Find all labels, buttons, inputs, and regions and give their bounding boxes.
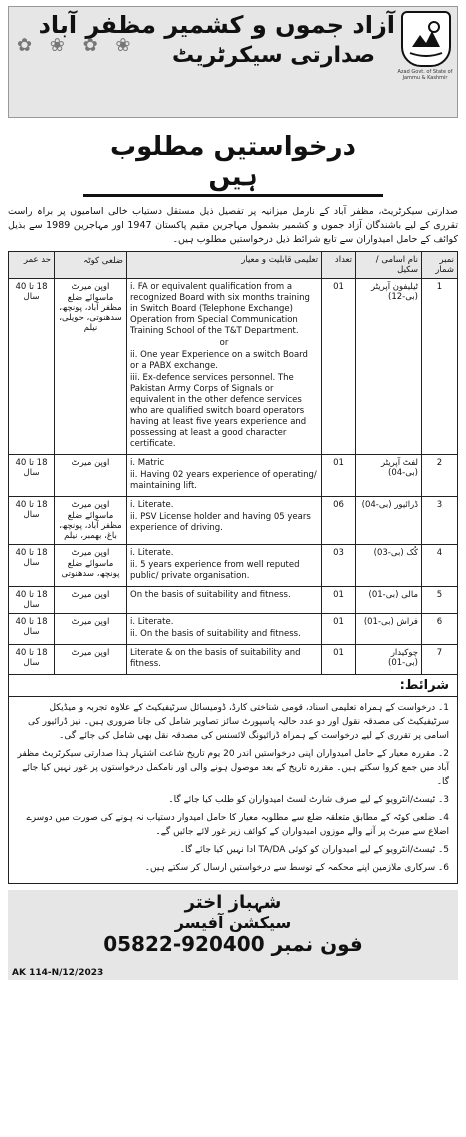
cell-count: 01 xyxy=(322,587,356,614)
cell-age: 18 تا 40 سال xyxy=(9,587,55,614)
header-title-line2: صدارتی سیکرٹریٹ xyxy=(172,43,375,68)
header-banner xyxy=(8,6,458,118)
qualification-item: ii. 5 years experience from well reputed public/ private organisation. xyxy=(130,560,300,581)
cell-age: 18 تا 40 سال xyxy=(9,455,55,497)
cell-age: 18 تا 40 سال xyxy=(9,545,55,587)
cell-qualification xyxy=(127,587,322,614)
leaf-decoration: ✿ ❀ ✿ ❀ xyxy=(17,35,137,56)
cell-qualification xyxy=(127,497,322,545)
state-emblem-icon xyxy=(401,11,451,67)
qualification-item: Literate & on the basis of suitability and fitness. xyxy=(130,648,301,669)
cell-post: کُک (بی-03) xyxy=(356,545,422,587)
header-age: حد عمر xyxy=(9,252,55,279)
cell-serial: 1 xyxy=(422,279,458,455)
cell-qualification xyxy=(127,614,322,645)
cell-quota: اوپن میرٹ xyxy=(55,645,127,675)
cell-quota: اوپن میرٹ ماسوائے ضلع پونچھ، سدھنوتی xyxy=(55,545,127,587)
qualification-item: i. Literate. xyxy=(130,548,174,558)
cell-serial: 7 xyxy=(422,645,458,675)
qualification-item: ii. One year Experience on a switch Board or a PABX exchange. xyxy=(130,350,308,371)
cell-quota: اوپن میرٹ xyxy=(55,614,127,645)
cell-qualification xyxy=(127,545,322,587)
emblem-caption: Azad Govt. of State of Jammu & Kashmir xyxy=(397,69,453,81)
condition-item: 5۔ ٹیسٹ/انٹرویو کے لیے امیدواران کو کوئی TA/DA ادا نہیں کیا جائے گا۔ xyxy=(179,845,449,855)
condition-item: 3۔ ٹیسٹ/انٹرویو کے لیے صرف شارٹ لسٹ امیدواران کو طلب کیا جائے گا۔ xyxy=(168,795,449,805)
condition-item: 1۔ درخواست کے ہمراہ تعلیمی اسناد، قومی شناختی کارڈ، ڈومیسائل سرٹیفیکیٹ کے علاوہ تجربہ و میڈیکل سرٹیفیکیٹ کی مصدقہ نقول اور دو عدد حالیہ پاسپورٹ سائز تصاویر شامل کی جانا ضروری ہیں۔ نیز ڈرائیور کی اسامی پر تقرری کے لیے درخواست کے ہمراہ ڈرائیونگ لائسنس کی مصدقہ نقل بھی شامل کی جائے گی۔ xyxy=(27,703,449,741)
cell-age: 18 تا 40 سال xyxy=(9,645,55,675)
cell-post: مالی (بی-01) xyxy=(356,587,422,614)
cell-age: 18 تا 40 سال xyxy=(9,614,55,645)
header-post: نام اسامی / سکیل xyxy=(356,252,422,279)
qualification-item: ii. Having 02 years experience of operating/ maintaining lift. xyxy=(130,470,317,491)
qualification-item: or xyxy=(219,338,229,348)
table-row xyxy=(9,545,458,587)
officer-designation: سیکشن آفیسر xyxy=(174,913,292,932)
header-count: تعداد xyxy=(322,252,356,279)
cell-post: فراش (بی-01) xyxy=(356,614,422,645)
reference-number: AK 114-N/12/2023 xyxy=(12,968,104,978)
qualification-item: iii. Ex-defence services personnel. The Pakistan Army Corps of Signals or equivalent in the other defence services who are qualified switch board operators having at least five years experience and possessing at least a good character certificate. xyxy=(130,373,307,449)
header-title-line1: آزاد جموں و کشمیر مظفر آباد xyxy=(38,11,395,39)
vacancies-table xyxy=(8,251,458,675)
phone-number: فون نمبر 920400-05822 xyxy=(103,932,363,956)
page-headline: درخواستیں مطلوب ہیں xyxy=(83,132,383,197)
cell-serial: 4 xyxy=(422,545,458,587)
cell-post: لفٹ آپریٹر (بی-04) xyxy=(356,455,422,497)
cell-post: چوکیدار (بی-01) xyxy=(356,645,422,675)
cell-quota: اوپن میرٹ xyxy=(55,455,127,497)
cell-qualification xyxy=(127,645,322,675)
signature-footer xyxy=(8,890,458,980)
table-row xyxy=(9,645,458,675)
table-header-row xyxy=(9,252,458,279)
header-serial: نمبر شمار xyxy=(422,252,458,279)
table-row xyxy=(9,614,458,645)
header-qualification: تعلیمی قابلیت و معیار xyxy=(127,252,322,279)
cell-serial: 3 xyxy=(422,497,458,545)
cell-post: ڈرائیور (بی-04) xyxy=(356,497,422,545)
table-row xyxy=(9,497,458,545)
qualification-item: i. FA or equivalent qualification from a recognized Board with six months training in Switch Board (Telephone Exchange) Operation from Special Communication Training School of the T&T Department. xyxy=(130,282,310,336)
condition-item: 2۔ مقررہ معیار کے حامل امیدواران اپنی درخواستیں اندر 20 یوم تاریخ شاعت اشتہار ہذا صدارتی سیکرٹریٹ مظفر آباد میں جمع کروا سکتے ہیں۔ مقررہ تاریخ کے بعد موصول ہونے والی اور نامکمل درخواستوں پر غور نہیں کیا جائے گا۔ xyxy=(17,749,449,787)
cell-count: 01 xyxy=(322,279,356,455)
conditions-title: شرائط: xyxy=(8,675,458,697)
cell-serial: 6 xyxy=(422,614,458,645)
qualification-item: ii. PSV License holder and having 05 years experience of driving. xyxy=(130,512,311,533)
cell-age: 18 تا 40 سال xyxy=(9,279,55,455)
table-row xyxy=(9,587,458,614)
cell-post: ٹیلیفون آپریٹر (بی-12) xyxy=(356,279,422,455)
header-quota: ضلعی کوٹہ xyxy=(55,252,127,279)
condition-item: 6۔ سرکاری ملازمین اپنے محکمہ کے توسط سے درخواستیں ارسال کر سکتے ہیں۔ xyxy=(144,863,449,873)
cell-serial: 5 xyxy=(422,587,458,614)
table-row xyxy=(9,279,458,455)
table-row xyxy=(9,455,458,497)
cell-qualification xyxy=(127,455,322,497)
conditions-list xyxy=(8,697,458,884)
cell-age: 18 تا 40 سال xyxy=(9,497,55,545)
qualification-item: ii. On the basis of suitability and fitness. xyxy=(130,629,301,639)
cell-count: 06 xyxy=(322,497,356,545)
intro-paragraph: صدارتی سیکرٹریٹ، مظفر آباد کے نارمل میزانیہ پر تفصیل ذیل مستقل دستیاب خالی اسامیوں پر براہ راست تقرری کے لیے باشندگان آزاد جموں و کشمیر بشمول مہاجرین مقیم پاکستان 1947 اور مہاجرین 1989 سے بذیل کوائف کے حامل امیدواران سے تابع شرائط ذیل درخواستیں مطلوب ہیں۔ xyxy=(8,206,458,245)
cell-quota: اوپن میرٹ ماسوائے ضلع مظفر آباد، پونچھ، باغ، بھمبر، نیلم xyxy=(55,497,127,545)
qualification-item: i. Literate. xyxy=(130,500,174,510)
cell-count: 01 xyxy=(322,645,356,675)
cell-quota: اوپن میرٹ xyxy=(55,587,127,614)
officer-name: شہباز اختر xyxy=(184,892,282,913)
qualification-item: On the basis of suitability and fitness. xyxy=(130,590,291,600)
cell-qualification xyxy=(127,279,322,455)
cell-serial: 2 xyxy=(422,455,458,497)
cell-count: 01 xyxy=(322,614,356,645)
cell-quota: اوپن میرٹ ماسوائے ضلع مظفر آباد، پونچھ، سدھنوتی، حویلی، نیلم xyxy=(55,279,127,455)
qualification-item: i. Matric xyxy=(130,458,165,468)
qualification-item: i. Literate. xyxy=(130,617,174,627)
cell-count: 01 xyxy=(322,455,356,497)
cell-count: 03 xyxy=(322,545,356,587)
condition-item: 4۔ ضلعی کوٹہ کے مطابق متعلقہ ضلع سے مطلوبہ معیار کا حامل امیدوار دستیاب نہ ہونے کی صورت میں دوسرے اضلاع سے میرٹ پر آنے والے موزوں امیدواران کے کوائف زیر غور لائے جائیں گے۔ xyxy=(26,813,449,837)
